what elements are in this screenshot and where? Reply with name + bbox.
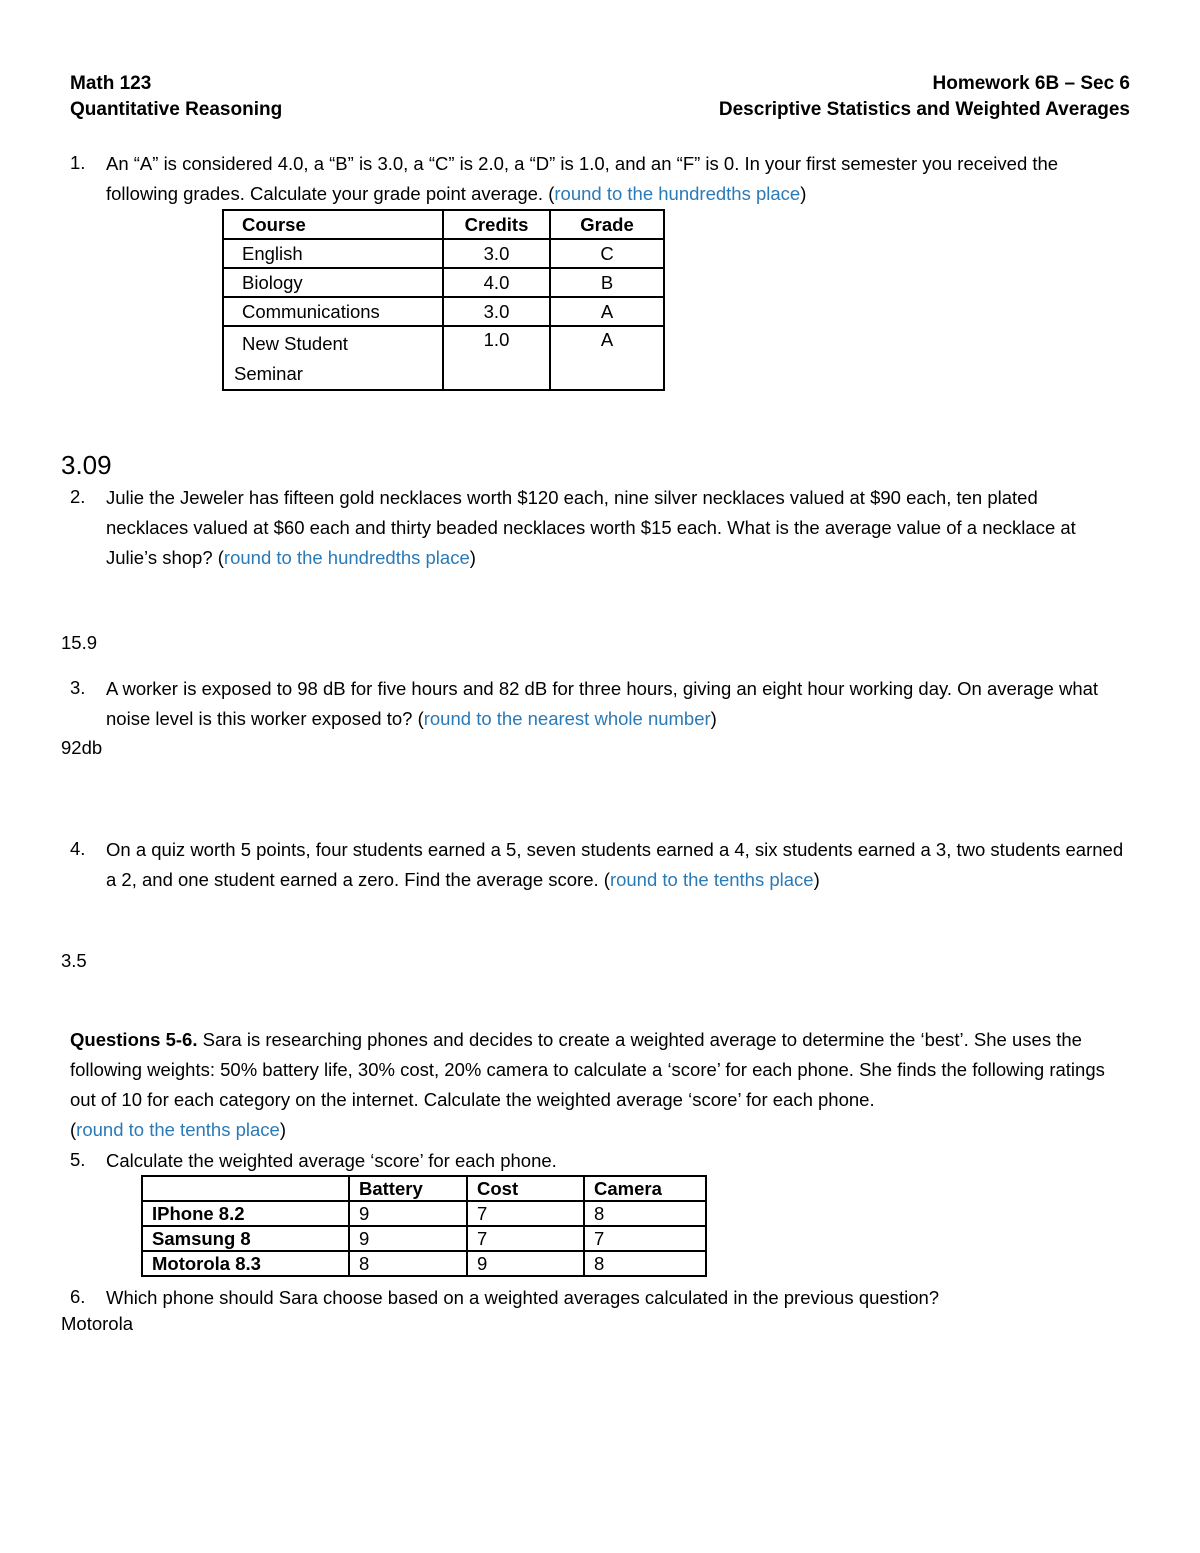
q5-number: 5. xyxy=(70,1149,86,1170)
q1-line1: An “A” is considered 4.0, a “B” is 3.0, a “C” is 2.0, a “D” is 1.0, and an “F” is 0. In your first semester you received the xyxy=(106,153,1059,174)
table-row xyxy=(223,239,664,268)
table-row xyxy=(223,297,664,326)
table-cell: 7 xyxy=(467,1201,584,1226)
q6-text: Which phone should Sara choose based on a weighted averages calculated in the previous question? xyxy=(106,1287,940,1308)
phones-table xyxy=(141,1175,707,1277)
table-cell: C xyxy=(550,239,664,268)
table-cell: A xyxy=(550,297,664,326)
table-row xyxy=(223,326,664,390)
q3-text: A worker is exposed to 98 dB for five hours and 82 dB for three hours, giving an eight hour working day. On average what noise level is this worker exposed to? (round to the nearest whole number) xyxy=(106,678,1099,729)
q4-hint: round to the tenths place xyxy=(609,869,814,890)
table-header: Cost xyxy=(467,1176,584,1201)
table-cell: 8 xyxy=(584,1201,706,1226)
table-cell: New Student Seminar xyxy=(223,326,443,390)
table-cell: 9 xyxy=(349,1201,467,1226)
table-cell: Communications xyxy=(223,297,443,326)
q2-number: 2. xyxy=(70,486,86,507)
q4-text: On a quiz worth 5 points, four students earned a 5, seven students earned a 4, six students earned a 3, two students earned a 2, and one student earned a zero. Find the average score. (round to the tenths place) xyxy=(106,839,1124,890)
q6-answer: Motorola xyxy=(61,1313,133,1334)
homework-title: Homework 6B – Sec 6 xyxy=(932,73,1130,94)
q1-number: 1. xyxy=(70,152,86,173)
table-header: Battery xyxy=(349,1176,467,1201)
q1-answer: 3.09 xyxy=(61,450,112,480)
table-cell: 3.0 xyxy=(443,297,550,326)
q3-number: 3. xyxy=(70,677,86,698)
gpa-table xyxy=(222,209,665,391)
homework-topic: Descriptive Statistics and Weighted Averages xyxy=(718,99,1130,120)
table-header: Grade xyxy=(550,210,664,239)
table-cell: Motorola 8.3 xyxy=(142,1251,349,1276)
table-row xyxy=(142,1251,706,1276)
table-cell: B xyxy=(550,268,664,297)
q1-hint: round to the hundredths place xyxy=(554,183,801,204)
table-cell: 3.0 xyxy=(443,239,550,268)
q3-hint: round to the nearest whole number xyxy=(423,708,711,729)
course-title: Math 123 xyxy=(70,73,152,94)
q2-text: Julie the Jeweler has fifteen gold necklaces worth $120 each, nine silver necklaces valued at $90 each, ten plated necklaces valued at $60 each and thirty beaded necklaces worth $15 each. What is the average value of a necklace at Julie’s shop? (round to the hundredths place) xyxy=(106,487,1076,568)
table-cell: 1.0 xyxy=(443,326,550,390)
table-cell: 8 xyxy=(584,1251,706,1276)
table-header-row xyxy=(142,1176,706,1201)
table-cell: 4.0 xyxy=(443,268,550,297)
table-header xyxy=(142,1176,349,1201)
course-subject: Quantitative Reasoning xyxy=(70,99,283,120)
table-header: Credits xyxy=(443,210,550,239)
table-row xyxy=(223,268,664,297)
table-cell: 8 xyxy=(349,1251,467,1276)
q4-answer: 3.5 xyxy=(61,950,87,971)
table-header: Camera xyxy=(584,1176,706,1201)
q56-intro: Questions 5-6. Sara is researching phones and decides to create a weighted average to determine the ‘best’. She uses the following weights: 50% battery life, 30% cost, 20% camera to calculate a ‘score’ for each phone. She finds the following ratings out of 10 for each category on the internet. Calculate the weighted average ‘score’ for each phone. (round to the tenths place) xyxy=(70,1029,1105,1140)
table-cell: English xyxy=(223,239,443,268)
table-cell: 9 xyxy=(467,1251,584,1276)
table-cell: A xyxy=(550,326,664,390)
table-cell: 7 xyxy=(467,1226,584,1251)
q4-number: 4. xyxy=(70,838,86,859)
q1-line2: following grades. Calculate your grade point average. (round to the hundredths place) xyxy=(106,183,807,204)
q56-lead: Questions 5-6. xyxy=(70,1029,198,1050)
table-row xyxy=(142,1201,706,1226)
table-cell: Samsung 8 xyxy=(142,1226,349,1251)
table-cell: IPhone 8.2 xyxy=(142,1201,349,1226)
q5-text: Calculate the weighted average ‘score’ for each phone. xyxy=(106,1150,557,1171)
table-cell: Biology xyxy=(223,268,443,297)
q3-answer: 92db xyxy=(61,737,103,758)
table-header: Course xyxy=(223,210,443,239)
q2-answer: 15.9 xyxy=(61,632,98,653)
table-cell: 7 xyxy=(584,1226,706,1251)
table-cell: 9 xyxy=(349,1226,467,1251)
q1-text xyxy=(106,149,1156,209)
q2-hint: round to the hundredths place xyxy=(223,547,470,568)
table-header-row xyxy=(223,210,664,239)
q6-number: 6. xyxy=(70,1286,86,1307)
table-row xyxy=(142,1226,706,1251)
q56-hint: round to the tenths place xyxy=(76,1119,280,1140)
